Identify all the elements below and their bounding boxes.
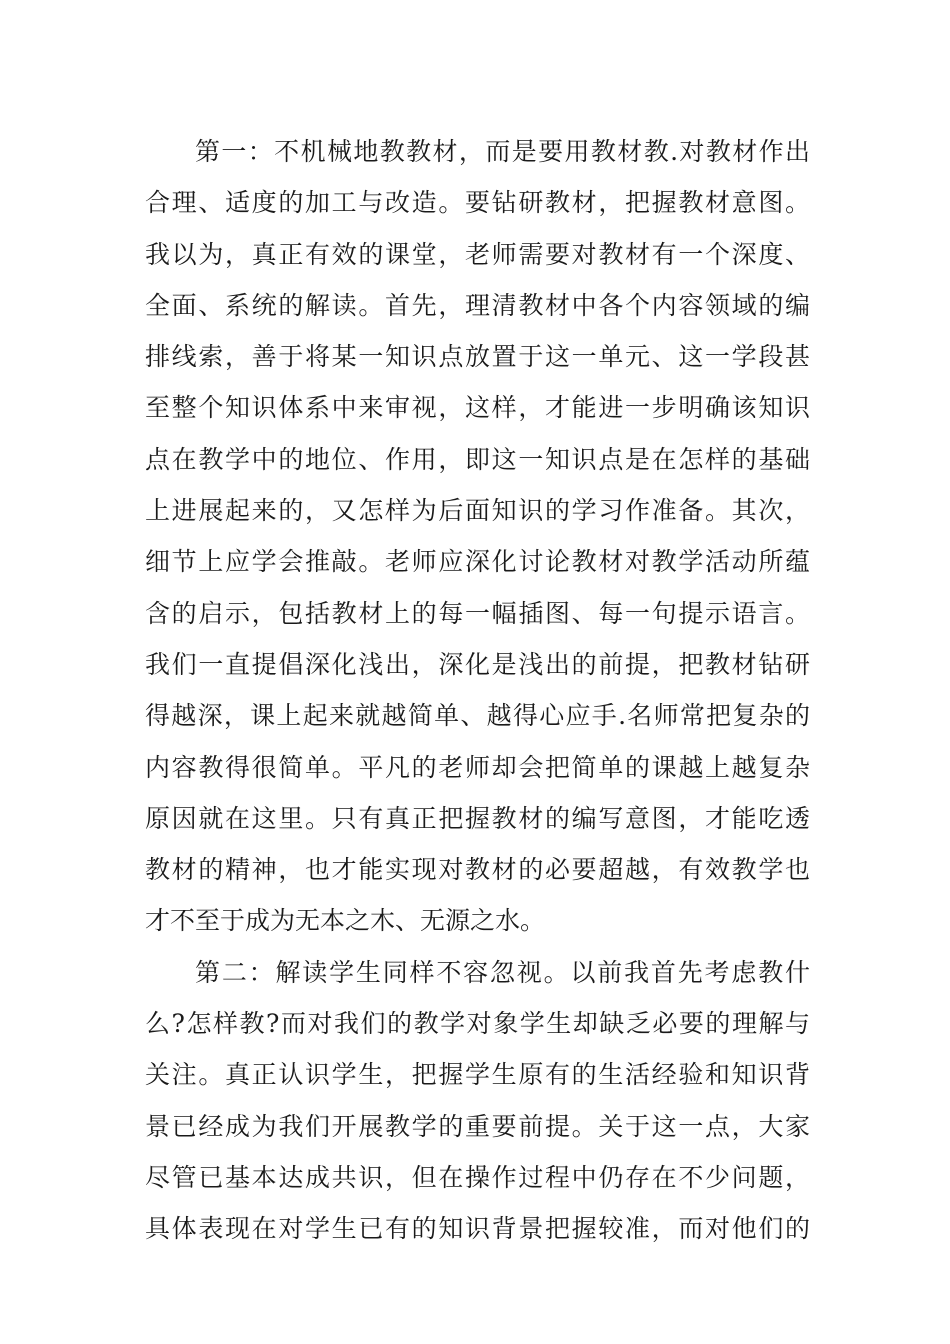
text-line: 至整个知识体系中来审视，这样，才能进一步明确该知识 <box>145 393 810 423</box>
text-line: 第二：解读学生同样不容忽视。以前我首先考虑教什 <box>195 957 810 987</box>
text-line: 点在教学中的地位、作用，即这一知识点是在怎样的基础 <box>145 444 810 474</box>
text-line: 么?怎样教?而对我们的教学对象学生却缺乏必要的理解与 <box>145 1009 810 1039</box>
text-line: 尽管已基本达成共识，但在操作过程中仍存在不少问题， <box>145 1162 810 1192</box>
document-body <box>145 126 810 1255</box>
paragraph-2 <box>145 947 810 1255</box>
text-line: 含的启示，包括教材上的每一幅插图、每一句提示语言。 <box>145 598 810 628</box>
text-line: 关注。真正认识学生，把握学生原有的生活经验和知识背 <box>145 1060 810 1090</box>
text-line: 合理、适度的加工与改造。要钻研教材，把握教材意图。 <box>145 188 810 218</box>
text-line: 才不至于成为无本之木、无源之水。 <box>145 906 546 936</box>
text-line: 得越深，课上起来就越简单、越得心应手.名师常把复杂的 <box>145 701 810 731</box>
text-line: 排线索，善于将某一知识点放置于这一单元、这一学段甚 <box>145 342 810 372</box>
text-line: 原因就在这里。只有真正把握教材的编写意图，才能吃透 <box>145 803 810 833</box>
text-line: 教材的精神，也才能实现对教材的必要超越，有效教学也 <box>145 855 810 885</box>
text-line: 细节上应学会推敲。老师应深化讨论教材对教学活动所蕴 <box>145 547 810 577</box>
text-line: 我以为，真正有效的课堂，老师需要对教材有一个深度、 <box>145 239 810 269</box>
text-line: 我们一直提倡深化浅出，深化是浅出的前提，把教材钻研 <box>145 649 810 679</box>
text-line: 景已经成为我们开展教学的重要前提。关于这一点，大家 <box>145 1111 810 1141</box>
text-line: 内容教得很简单。平凡的老师却会把简单的课越上越复杂 <box>145 752 810 782</box>
paragraph-1 <box>145 126 810 947</box>
text-line: 第一：不机械地教教材，而是要用教材教.对教材作出 <box>195 137 810 166</box>
text-line: 具体表现在对学生已有的知识背景把握较准，而对他们的 <box>145 1214 810 1244</box>
text-line: 全面、系统的解读。首先，理清教材中各个内容领域的编 <box>145 290 810 320</box>
text-line: 上进展起来的，又怎样为后面知识的学习作准备。其次， <box>145 496 810 526</box>
